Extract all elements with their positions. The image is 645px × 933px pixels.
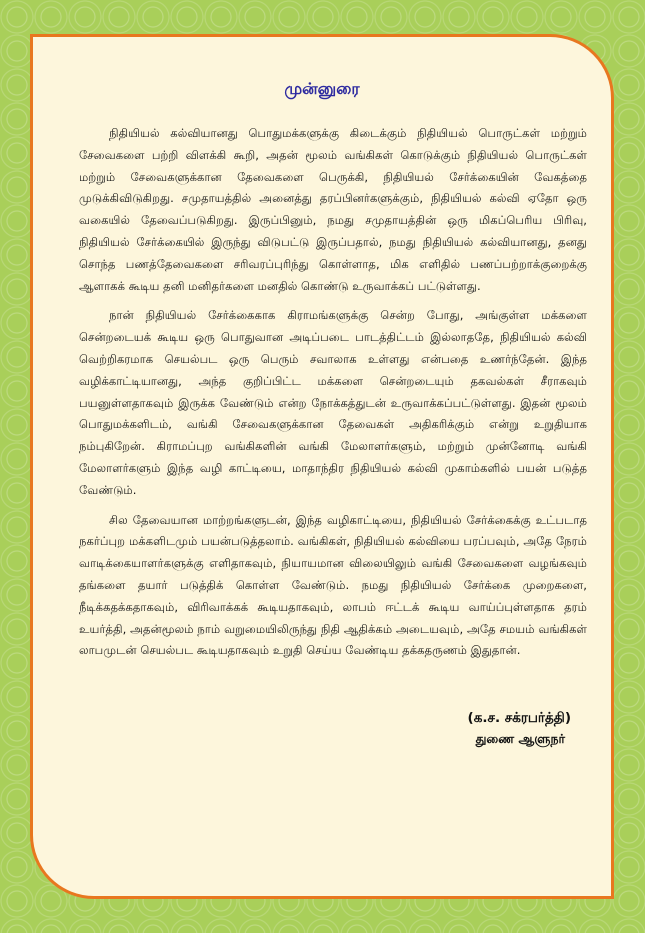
signatory-designation: துணை ஆளுநர் <box>475 731 565 746</box>
paragraph-1: நிதியியல் கல்வியானது பொதுமக்களுக்கு கிடைக்கும் நிதியியல் பொருட்கள் மற்றும் சேவைகளை பற்றி விளக்கி கூறி, அதன் மூலம் வங்கிகள் கொடுக்கும் நிதியியல் பொருட்கள் மற்றும் சேவைகளுக்கான தேவைகளை பெருக்கி, நிதியியல் சேர்க்கையின் வேகத்தை முடுக்கிவிடுகிறது. சமுதாயத்தில் அனைத்து தரப்பினர்களுக்கும், நிதியியல் கல்வி ஏதோ ஒரு வகையில் தேவைப்படுகிறது. இருப்பினும், நமது சமுதாயத்தின் ஒரு மிகப்பெரிய பிரிவு, நிதியியல் சேர்க்கையில் இருந்து விடுபட்டு இருப்பதால், நமது நிதியியல் கல்வியானது, தனது சொந்த பணத்தேவைகளை சரிவரப்புரிந்து கொள்ளாத, மிக எளிதில் பணப்பற்றாக்குறைக்கு ஆளாகக் கூடிய தனி மனிதர்களை மனதில் கொண்டு உருவாக்கப் பட்டுள்ளது. <box>79 126 587 293</box>
page-title: முன்னுரை <box>284 79 360 98</box>
paragraph-2: நான் நிதியியல் சேர்க்கைகாக கிராமங்களுக்கு சென்ற போது, அங்குள்ள மக்களை சென்றடையக் கூடிய ஒரு பொதுவான அடிப்படை பாடத்திட்டம் இல்லாததே, நிதியியல் கல்வி வெற்றிகரமாக செயல்பட ஒரு பெரும் சவாலாக உள்ளது என்பதை உணர்ந்தேன். இந்த வழிக்காட்டியானது, அந்த குறிப்பிட்ட மக்களை சென்றடையும் தகவல்கள் சீராகவும் பயனுள்ளதாகவும் இருக்க வேண்டும் என்ற நோக்கத்துடன் உருவாக்கப்பட்டுள்ளது. இதன் மூலம் பொதுமக்களிடம், வங்கி சேவைகளுக்கான தேவைகள் அதிகரிக்கும் என்று உறுதியாக நம்புகிறேன். கிராமப்புற வங்கிகளின் வங்கி மேலாளர்களும், மற்றும் முன்னோடி வங்கி மேலாளர்களும் இந்த வழி காட்டியை, மாதாந்திர நிதியியல் கல்வி முகாம்களில் பயன் படுத்த வேண்டும். <box>79 308 587 497</box>
signatory-name: (க.ச. சக்ரபர்த்தி) <box>467 710 571 726</box>
signature-block <box>468 707 571 749</box>
body-text <box>79 123 587 670</box>
paragraph-3: சில தேவையான மாற்றங்களுடன், இந்த வழிகாட்டியை, நிதியியல் சேர்க்கைக்கு உட்படாத நகர்ப்புற மக்களிடமும் பயன்படுத்தலாம். வங்கிகள், நிதியியல் கல்வியை பரப்பவும், அதே நேரம் வாடிக்கையாளர்களுக்கு எளிதாகவும், நியாயமான விலையிலும் வங்கி சேவைகளை வழங்கவும் தங்களை தயார் படுத்திக் கொள்ள வேண்டும். நமது நிதியியல் சேர்க்கை முறைகளை, நீடிக்கதக்கதாகவும், விரிவாக்கக் கூடியதாகவும், லாபம் ஈட்டக் கூடிய வாய்ப்புள்ளதாக தரம் உயர்த்தி, அதன்மூலம் நாம் வறுமையிலிருந்து நிதி ஆதிக்கம் அடையவும், அதே சமயம் வங்கிகள் லாபமுடன் செயல்பட கூடியதாகவும் உறுதி செய்ய வேண்டிய தக்கதருணம் இதுதான். <box>79 512 587 658</box>
page-frame <box>30 34 614 899</box>
